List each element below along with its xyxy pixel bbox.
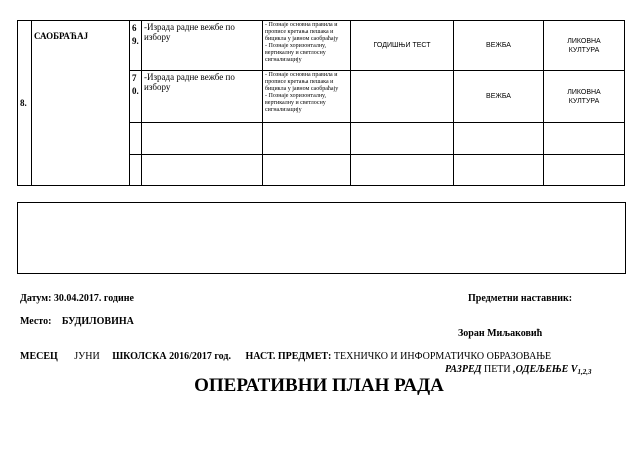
form-cell: ВЕЖБА (454, 71, 544, 123)
notes-box (17, 202, 626, 274)
evaluation-cell: ГОДИШЊИ ТЕСТ (351, 21, 454, 71)
empty-cell (351, 123, 454, 155)
empty-cell (351, 155, 454, 186)
empty-cell (142, 155, 263, 186)
correlation-cell: ЛИКОВНА КУЛТУРА (544, 71, 625, 123)
topic-name: САОБРАЋАЈ (32, 21, 130, 186)
place-line (20, 316, 134, 327)
lesson-number: 7 0. (130, 71, 142, 123)
grade-label: РАЗРЕД (445, 364, 482, 375)
table-row (18, 21, 625, 71)
lesson-goals: - Познаје основна правила и прописе кретања пешака и бициклa у јавном саобраћају - Познаје хоризонталну, вертикалну и светлосну сигнализацију (263, 21, 351, 71)
date-label: Датум: (20, 293, 52, 304)
empty-cell (454, 155, 544, 186)
empty-cell (544, 123, 625, 155)
class-label: ,ОДЕЉЕЊЕ V (513, 364, 578, 375)
lesson-unit: -Израда радне вежбе по избору (142, 21, 263, 71)
place-value: БУДИЛОВИНА (61, 316, 134, 327)
date-value: 30.04.2017. године (53, 293, 134, 304)
correlation-cell: ЛИКОВНА КУЛТУРА (544, 21, 625, 71)
class-subscript: 1,2,3 (577, 368, 592, 376)
school-year: ШКОЛСКА 2016/2017 год. (112, 351, 231, 362)
empty-cell (263, 123, 351, 155)
month-label: МЕСЕЦ (20, 351, 58, 362)
page-title: ОПЕРАТИВНИ ПЛАН РАДА (194, 375, 444, 396)
empty-cell (130, 123, 142, 155)
header-line (20, 351, 551, 362)
empty-cell (263, 155, 351, 186)
evaluation-cell (351, 71, 454, 123)
place-label: Место: (20, 316, 52, 327)
subject-label: НАСТ. ПРЕДМЕТ: (245, 351, 332, 362)
lesson-number: 6 9. (130, 21, 142, 71)
form-cell: ВЕЖБА (454, 21, 544, 71)
empty-cell (454, 123, 544, 155)
lesson-goals: - Познаје основна правила и прописе кретања пешака и бициклa у јавном саобраћају - Познаје хоризонталну, вертикалну и светлосну сигнализацију (263, 71, 351, 123)
subject-value: ТЕХНИЧКО И ИНФОРМАТИЧКО ОБРАЗОВАЊЕ (333, 351, 552, 362)
empty-cell (130, 155, 142, 186)
date-line (20, 293, 134, 304)
plan-table (17, 20, 625, 186)
empty-cell (544, 155, 625, 186)
empty-cell (142, 123, 263, 155)
teacher-label: Предметни наставник: (468, 293, 573, 304)
grade-value: ПЕТИ (483, 364, 511, 375)
topic-number: 8. (18, 21, 32, 186)
month-value: ЈУНИ (74, 351, 100, 362)
teacher-name: Зоран Миљаковић (458, 328, 543, 339)
lesson-unit: -Израда радне вежбе по избору (142, 71, 263, 123)
